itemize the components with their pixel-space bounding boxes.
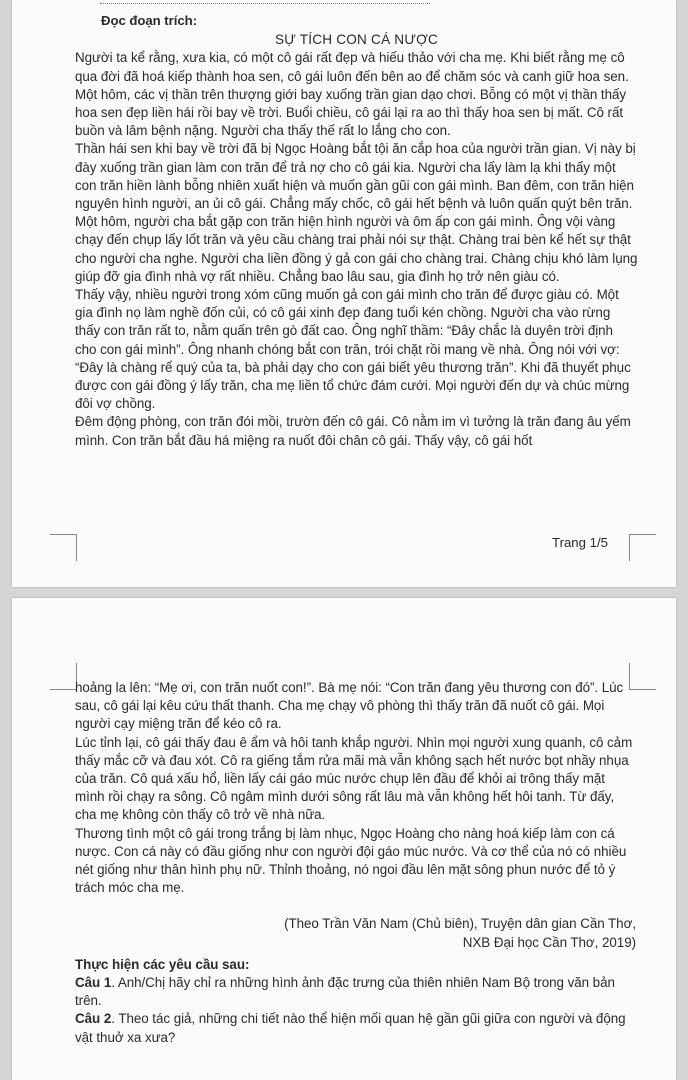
paragraph: Thương tình một cô gái trong trắng bị làm nhục, Ngọc Hoàng cho nàng hoá kiếp làm con cá nược. Con cá này có đầu giống như con người đội gáo múc nước. Và cơ thể của nó có nhiều nét giống như thân hình phụ nữ. Thỉnh thoảng, nó ngoi đầu lên mặt sông phun nước để tỏ ý trách móc cha mẹ. xyxy=(75,825,627,896)
question xyxy=(75,1010,638,1046)
crop-mark xyxy=(629,534,656,561)
document-page-1 xyxy=(12,0,676,587)
crop-mark xyxy=(50,663,77,690)
paragraph: Thần hái sen khi bay về trời đã bị Ngọc Hoàng bắt tội ăn cắp hoa của người trần gian. Vị này bị đày xuống trần gian làm con trăn để trả nợ cho cô gái kia. Người cha lấy làm lạ khi thấy một con trăn hiền lành bỗng nhiên xuất hiện và muốn gần gũi con gái mình. Ban đêm, con trăn hiện nguyên hình người, an ủi cô gái. Chẳng mấy chốc, cô gái hết bệnh và luôn quấn quýt bên trăn. Một hôm, người cha bắt gặp con trăn hiện hình người và ôm ấp con gái mình. Ông vội vàng chạy đến chụp lấy lốt trăn và yêu cầu chàng trai phải nói sự thật. Chàng trai bèn kể hết sự thật cho người cha nghe. Người cha liền đồng ý gả con gái cho chàng trai. Chàng chịu khó làm lụng giúp đỡ gia đình nhà vợ rất nhiều. Chẳng bao lâu sau, gia đình họ trở nên giàu có. xyxy=(75,141,638,284)
paragraph: Một hôm, các vị thần trên thượng giới bay xuống trần gian dạo chơi. Bỗng có một vị thần thấy hoa sen đẹp liền hái rồi bay về trời. Buổi chiều, cô gái lại ra ao thì thấy hoa sen bị mất. Cô rất buồn và lâm bệnh nặng. Người cha thấy thế rất lo lắng cho con. xyxy=(75,86,627,139)
reading-heading: Đọc đoạn trích: xyxy=(101,13,197,28)
crop-mark xyxy=(50,534,77,561)
question-text: . Anh/Chị hãy chỉ ra những hình ảnh đặc trưng của thiên nhiên Nam Bộ trong văn bản trên. xyxy=(75,975,615,1009)
question-label: Câu 2 xyxy=(75,1011,112,1027)
question-text: . Theo tác giả, những chi tiết nào thể hiện mối quan hệ gần gũi giữa con người và động vật thuở xa xưa? xyxy=(75,1011,626,1045)
question xyxy=(75,974,638,1010)
citation-line: NXB Đại học Cần Thơ, 2019) xyxy=(462,934,636,950)
paragraph: Đêm động phòng, con trăn đói mồi, trườn đến cô gái. Cô nằm im vì tưởng là trăn đang âu yếm mình. Con trăn bắt đầu há miệng ra nuốt đôi chân cô gái. Thấy vậy, cô gái hốt xyxy=(75,414,631,448)
page-number: Trang 1/5 xyxy=(552,535,608,550)
dotted-line xyxy=(100,0,430,4)
citation-line: (Theo Trần Văn Nam (Chủ biên), Truyện dân gian Cần Thơ, xyxy=(284,916,636,932)
document-page-2 xyxy=(12,598,676,1080)
page-2-text xyxy=(75,679,638,1047)
paragraph: hoảng la lên: “Mẹ ơi, con trăn nuốt con!”. Bà mẹ nói: “Con trăn đang yêu thương con đó”. Lúc sau, cô gái lại kêu cứu thất thanh. Cha mẹ chạy vô phòng thì thấy trăn đã nuốt cô gái. Mọi người cạy miệng trăn để kéo cô ra. xyxy=(75,680,624,732)
tasks-heading: Thực hiện các yêu cầu sau: xyxy=(75,956,250,972)
paragraph: Lúc tỉnh lại, cô gái thấy đau ê ẩm và hôi tanh khắp người. Nhìn mọi người xung quanh, cô cảm thấy mắc cỡ và đau xót. Cô ra giếng tắm rửa mãi mà vẫn không sạch hết nước bọt nhầy nhụa của trăn. Cô quá xấu hổ, liền lấy cái gáo múc nước chụp lên đầu để khỏi ai trông thấy mặt mình rồi chạy ra sông. Cô ngâm mình dưới sông rất lâu mà vẫn không hết hôi tanh. Từ đấy, cha mẹ không còn thấy cô trở về nhà nữa. xyxy=(75,734,633,823)
story-title: SỰ TÍCH CON CÁ NƯỢC xyxy=(274,32,439,48)
paragraph: Người ta kể rằng, xưa kia, có một cô gái rất đẹp và hiếu thảo với cha mẹ. Khi biết rằng mẹ cô qua đời đã hoá kiếp thành hoa sen, cô gái luôn đến bên ao để chăm sóc và canh giữ hoa sen. xyxy=(75,50,629,84)
paragraph: Thấy vậy, nhiều người trong xóm cũng muốn gả con gái mình cho trăn để được giàu có. Một gia đình nọ làm nghề đốn củi, có cô gái xinh đẹp đang tuổi kén chồng. Người cha vào rừng thấy con trăn rất to, nằm quấn trên gò đất cao. Ông nghĩ thầm: “Đây chắc là duyên trời định cho con gái mình”. Ông nhanh chóng bắt con trăn, trói chặt rồi mang về nhà. Ông nói với vợ: “Đây là chàng rể quý của ta, bà phải dạy cho con gái biết yêu thương trăn”. Khi đã thuyết phục được con gái đồng ý lấy trăn, cha mẹ liền tổ chức đám cưới. Mọi người đến dự và chúc mừng đôi vợ chồng. xyxy=(75,287,631,412)
page-1-text xyxy=(75,12,638,450)
question-label: Câu 1 xyxy=(75,975,112,991)
